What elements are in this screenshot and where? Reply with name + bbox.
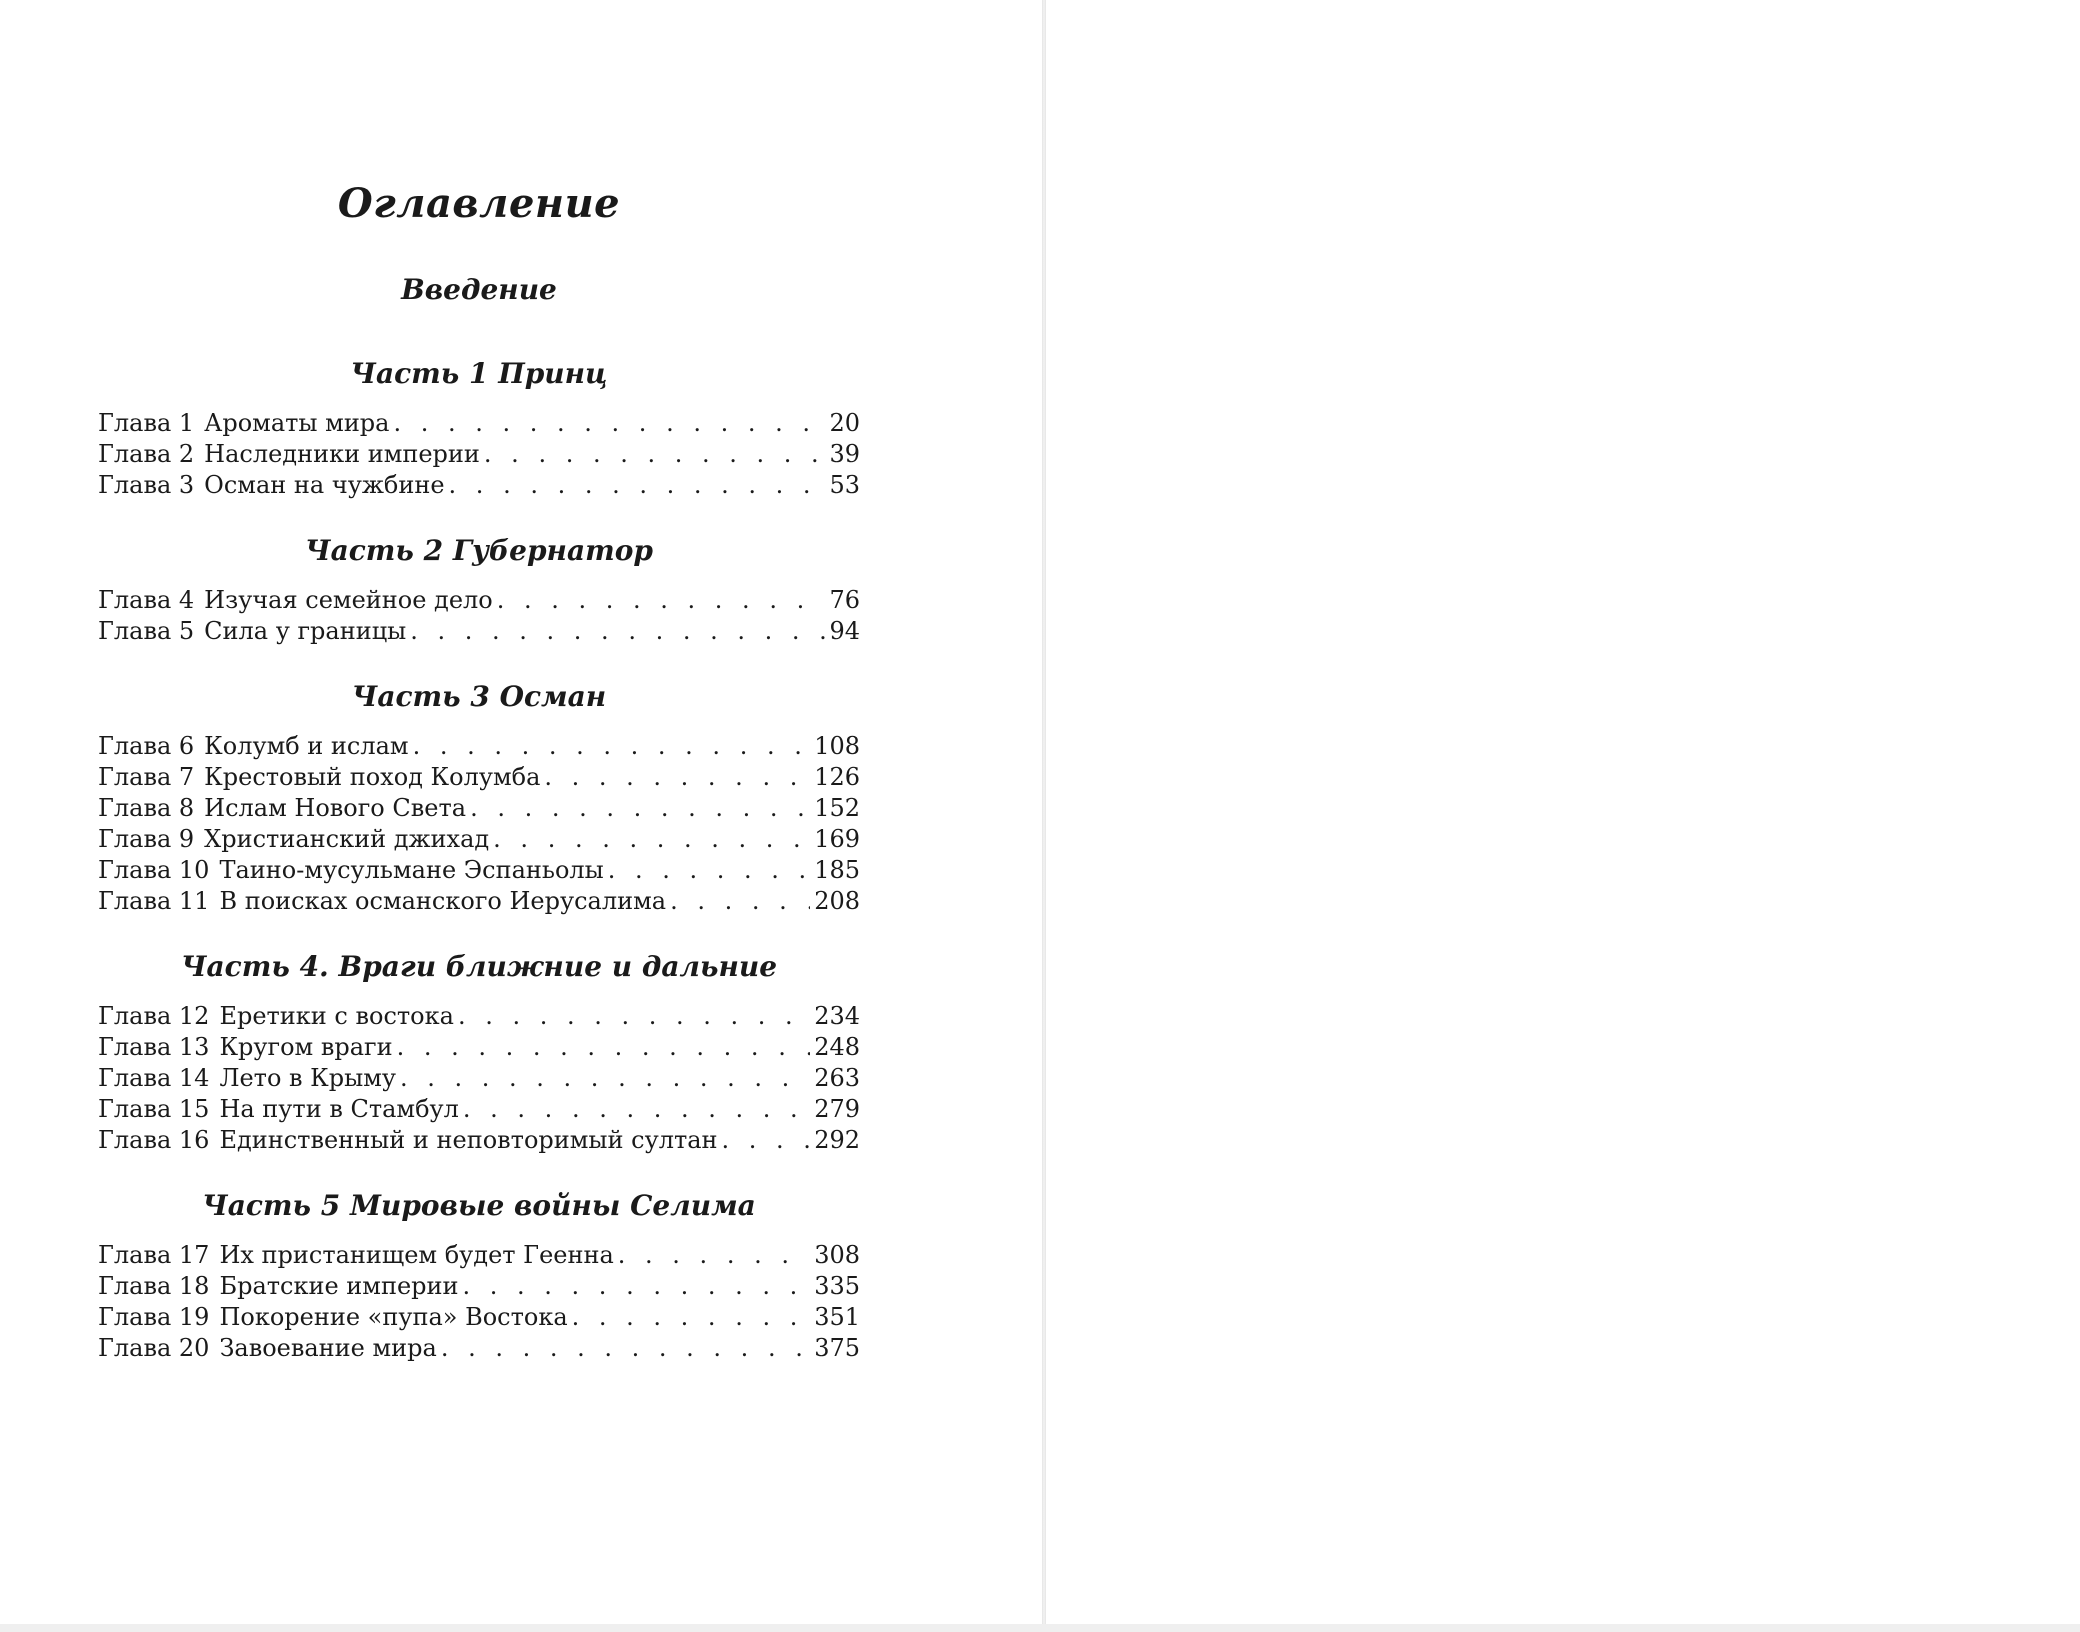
entry-label [98,855,604,886]
toc-entry [98,1271,860,1302]
page-number: 53 [829,471,860,499]
toc-entry [98,762,860,793]
page-number: 185 [814,856,860,884]
page-number: 169 [814,825,860,853]
dot-leader [400,1063,810,1094]
chapter-title: В поисках османского Иерусалима [219,887,667,915]
chapter-number: Глава 6 [98,732,195,760]
entry-label [98,1271,459,1302]
toc-part-section [98,949,860,1156]
entry-label [98,1333,437,1364]
entry-label [98,1063,396,1094]
chapter-number: Глава 2 [98,440,195,468]
dot-leader [670,886,810,917]
toc-entry [98,439,860,470]
chapter-title: На пути в Стамбул [219,1095,459,1123]
page-number: 279 [814,1095,860,1123]
chapter-number: Глава 8 [98,794,195,822]
toc-entry [98,1063,860,1094]
chapter-title: Ароматы мира [204,409,390,437]
entry-label [98,886,666,917]
toc-entry [98,731,860,762]
chapter-title: Осман на чужбине [204,471,445,499]
page-number: 126 [814,763,860,791]
chapter-title: Кругом враги [219,1033,393,1061]
part-heading: Часть 3 Осман [351,680,607,713]
entry-label [98,824,489,855]
page-number: 94 [829,617,860,645]
entry-label [98,616,406,647]
chapter-number: Глава 12 [98,1002,210,1030]
entry-label [98,408,389,439]
entry-label [98,1302,568,1333]
entry-label [98,1094,459,1125]
chapter-number: Глава 11 [98,887,210,915]
page-number: 152 [814,794,860,822]
toc-entry [98,1125,860,1156]
left-toc [98,180,860,1396]
dot-leader [441,1333,810,1364]
chapter-title: Крестовый поход Колумба [204,763,541,791]
chapter-number: Глава 9 [98,825,195,853]
entry-label [98,585,493,616]
toc-entry [98,616,860,647]
toc-entry [98,886,860,917]
toc-entry [98,824,860,855]
chapter-title: Еретики с востока [219,1002,454,1030]
dot-leader [544,762,810,793]
chapter-number: Глава 10 [98,856,210,884]
entry-label [98,1032,393,1063]
dot-leader [463,1271,811,1302]
page-number: 375 [814,1334,860,1362]
chapter-title: Завоевание мира [219,1334,437,1362]
chapter-number: Глава 5 [98,617,195,645]
chapter-title: Наследники империи [204,440,480,468]
right-page [1046,0,2080,1624]
dot-leader [608,855,810,886]
chapter-number: Глава 19 [98,1303,210,1331]
toc-entry [98,1001,860,1032]
chapter-title: Христианский джихад [204,825,490,853]
page-number: 76 [829,586,860,614]
entry-label [98,731,409,762]
chapter-title: Колумб и ислам [204,732,409,760]
left-page [0,0,1042,1624]
dot-leader [470,793,810,824]
dot-leader [410,616,825,647]
chapter-title: Изучая семейное дело [204,586,493,614]
entry-label [98,793,466,824]
page-number: 20 [829,409,860,437]
toc-part-section [98,533,860,647]
toc-entry [98,793,860,824]
part-heading: Часть 2 Губернатор [305,534,653,567]
entry-label [98,439,480,470]
intro-heading: Введение [401,273,557,306]
dot-leader [484,439,826,470]
toc-entry [98,1302,860,1333]
entry-label [98,1240,614,1271]
chapter-title: Покорение «пупа» Востока [219,1303,568,1331]
chapter-number: Глава 15 [98,1095,210,1123]
dot-leader [722,1125,811,1156]
page-number: 351 [814,1303,860,1331]
toc-entry [98,855,860,886]
chapter-number: Глава 7 [98,763,195,791]
chapter-number: Глава 14 [98,1064,210,1092]
dot-leader [497,585,826,616]
part-heading: Часть 5 Мировые войны Селима [202,1189,756,1222]
dot-leader [449,470,826,501]
page-number: 335 [814,1272,860,1300]
chapter-title: Единственный и неповторимый султан [219,1126,718,1154]
chapter-number: Глава 17 [98,1241,210,1269]
dot-leader [493,824,810,855]
toc-entry [98,408,860,439]
dot-leader [397,1032,811,1063]
dot-leader [413,731,811,762]
toc-part-section [98,356,860,501]
dot-leader [458,1001,810,1032]
page-number: 248 [814,1033,860,1061]
chapter-number: Глава 20 [98,1334,210,1362]
entry-label [98,762,540,793]
chapter-title: Их пристанищем будет Геенна [219,1241,614,1269]
toc-entry [98,1333,860,1364]
page-number: 39 [829,440,860,468]
toc-entry [98,1094,860,1125]
chapter-title: Сила у границы [204,617,407,645]
toc-entry [98,1240,860,1271]
page-number: 108 [814,732,860,760]
chapter-title: Лето в Крыму [219,1064,396,1092]
chapter-number: Глава 1 [98,409,195,437]
part-heading: Часть 1 Принц [350,357,608,390]
toc-part-section [98,1188,860,1364]
chapter-title: Братские империи [219,1272,459,1300]
chapter-number: Глава 4 [98,586,195,614]
chapter-title: Таино-мусульмане Эспаньолы [219,856,604,884]
chapter-number: Глава 13 [98,1033,210,1061]
entry-label [98,1001,454,1032]
entry-label [98,1125,718,1156]
page-number: 234 [814,1002,860,1030]
chapter-title: Ислам Нового Света [204,794,467,822]
page-bottom-edge [0,1624,2080,1632]
chapter-number: Глава 16 [98,1126,210,1154]
dot-leader [572,1302,811,1333]
dot-leader [393,408,825,439]
toc-entry [98,585,860,616]
entry-label [98,470,445,501]
toc-entry [98,470,860,501]
toc-entry [98,1032,860,1063]
part-heading: Часть 4. Враги ближние и дальние [180,950,778,983]
dot-leader [618,1240,810,1271]
chapter-number: Глава 18 [98,1272,210,1300]
page-number: 263 [814,1064,860,1092]
dot-leader [463,1094,810,1125]
page-number: 208 [814,887,860,915]
toc-title: Оглавление [337,180,621,227]
toc-part-section [98,679,860,917]
page-number: 308 [814,1241,860,1269]
page-number: 292 [814,1126,860,1154]
chapter-number: Глава 3 [98,471,195,499]
